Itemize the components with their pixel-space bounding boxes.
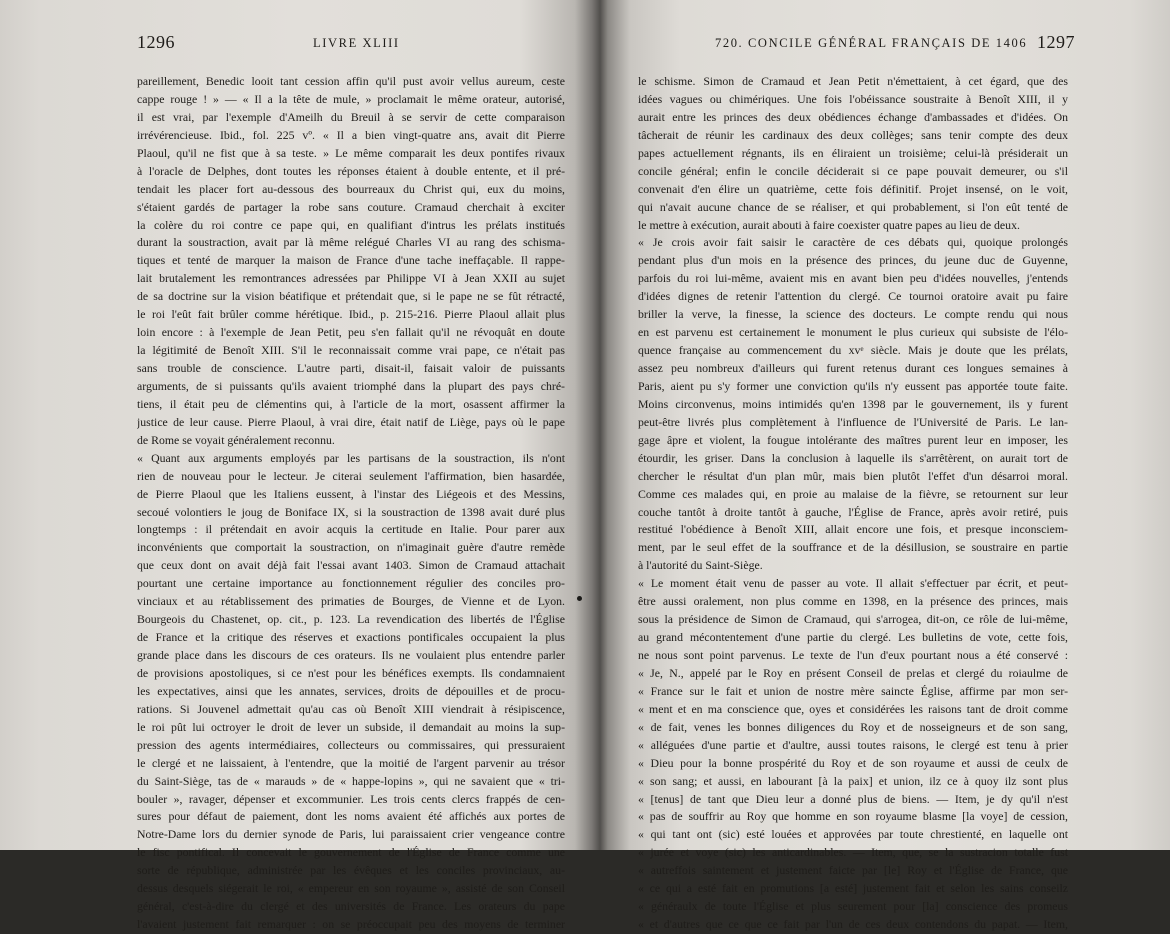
text-line: pareillement, Benedic looit tant cession affin qu'il pust avoir vellus aureum, ceste bbox=[137, 74, 565, 88]
text-line: ne nous sont point parvenus. Le texte de l'un d'eux pourtant nous a été conservé : bbox=[638, 648, 1068, 662]
running-head: LIVRE XLIII bbox=[313, 36, 400, 50]
body-text bbox=[137, 73, 565, 934]
text-line: parfois du roi lui-même, avaient mis en avant bien peu d'idées nouvelles, j'entends bbox=[638, 271, 1068, 286]
text-line: couche tantôt à droite tantôt à gauche, l'Église de France, après avoir retiré, puis bbox=[638, 504, 1068, 519]
text-line: le mettre à exécution, aurait abouti à faire coexister quatre papes au lieu de deux. bbox=[638, 217, 1020, 232]
text-line: loin encore : à l'exemple de Jean Petit, peu s'en fallait qu'il ne révoquât en doute bbox=[137, 325, 565, 340]
text-line: rien de nouveau pour le lecteur. Je citerai seulement l'affirmation, bien hasardée, bbox=[137, 468, 565, 483]
text-line: d'idées dignes de retenir l'attention du clergé. Ce tournoi oratoire avait pu faire bbox=[638, 289, 1068, 304]
text-line: au grand mécontentement d'une partie du clergé. Les bulletins de vote, cette fois, bbox=[638, 630, 1068, 645]
text-line: sorte de république, administrée par les évêques et les conciles provinciaux, au- bbox=[137, 863, 565, 878]
text-line: pourtant une certaine importance au fonctionnement régulier des conciles pro- bbox=[137, 576, 565, 591]
text-line: « alléguées d'une partie et d'aultre, aussi toutes raisons, le clergé est tenu à prier bbox=[638, 737, 1068, 752]
text-line: à l'oracle de Delphes, dont toutes les réponses étaient à double entente, et il pré- bbox=[137, 163, 565, 178]
text-line: rations. Si Jouvenel admettait qu'au cas où Benoît XIII viendrait à résipiscence, bbox=[137, 701, 565, 716]
text-line: « Je, N., appelé par le Roy en présent Conseil de prelas et clergé du roiaulme de bbox=[638, 665, 1068, 680]
page-number: 1297 bbox=[1037, 32, 1075, 52]
text-line: justice de leur cause. Pierre Plaoul, à vrai dire, était natif de Liège, pays où le pape bbox=[137, 414, 565, 429]
text-line: « jurée et voye (sic) les anticardinables. — Item, que, se la sustracion totalle fust bbox=[638, 845, 1068, 860]
text-line: « qui tant ont (sic) esté louées et approvées par toute chrestienté, en laquelle ont bbox=[638, 827, 1068, 842]
text-line: tiques et tenté de marquer la maison de France d'une tache ineffaçable. Il rappe- bbox=[137, 253, 565, 268]
text-line: cappe rouge ! » — « Il a la tête de mule, » proclamait le même orateur, autorisé, bbox=[137, 91, 565, 106]
text-line: convenait d'en élire un quatrième, cette fois définitif. Projet insensé, on le voit, bbox=[638, 181, 1068, 196]
text-line: vinciaux et au rétablissement des primaties de Bourges, de Vienne et de Lyon. bbox=[137, 594, 565, 609]
text-line: bouler », ravager, dépenser et excommunier. Les trois cents clercs frappés de cen- bbox=[137, 791, 565, 806]
text-line: concile général; enfin le concile déciderait si ce pape pouvait demeurer, ou s'il bbox=[638, 163, 1068, 178]
text-line: « France sur le fait et union de nostre mère saincte Église, affirme par mon ser- bbox=[638, 683, 1068, 698]
text-line: « Je crois avoir fait saisir le caractère de ces débats qui, quoique prolongés bbox=[638, 235, 1068, 250]
text-line: durant la soustraction, avait par là même relégué Charles VI au rang des schisma- bbox=[137, 235, 565, 250]
text-line: briller la verve, la finesse, la science des docteurs. Le compte rendu qui nous bbox=[638, 307, 1068, 322]
text-line: les expectatives, ainsi que les annates, services, droits de dépouilles et de procu- bbox=[137, 683, 565, 698]
text-line: inconvénients que comportait la soustraction, on n'imaginait guère d'autre remède bbox=[137, 540, 565, 555]
text-line: s'étaient gardés de partager la robe sans couture. Cramaud cherchait à exciter bbox=[137, 199, 565, 214]
text-line: tendait les placer fort au-dessous des bourreaux du Christ qui, eux du moins, bbox=[137, 181, 565, 196]
text-line: général, c'est-à-dire du clergé et des universités de France. Les orateurs du pape bbox=[137, 899, 565, 914]
text-line: « généraulx de toute l'Église et plus seurement pour [la] conscience des promeus bbox=[638, 899, 1068, 914]
text-line: de France et la critique des réserves et exactions pontificales occupaient la plus bbox=[137, 630, 565, 645]
text-line: grande place dans les discours de ces orateurs. Ils ne voulaient plus entendre parler bbox=[137, 648, 565, 662]
text-line: de Rome se voyait généralement reconnu. bbox=[137, 432, 335, 447]
text-line: aurait entre les princes des deux obédiences échange d'ambassades et d'idées. On bbox=[638, 109, 1068, 124]
text-line: Paris, aient pu s'y former une conviction qu'ils n'y eussent pas apportée toute faite. bbox=[638, 378, 1068, 393]
running-head: 720. CONCILE GÉNÉRAL FRANÇAIS DE 1406 bbox=[715, 36, 1028, 50]
text-line: « ment et en ma conscience que, oyes et considérées les raisons tant de droit comme bbox=[638, 701, 1068, 716]
text-line: du Saint-Siège, tas de « marauds » de « happe-lopins », qui ne savaient que « tri- bbox=[137, 773, 565, 788]
text-line: le fisc pontifical. Il concevait le gouvernement de l'Église de France comme une bbox=[137, 845, 565, 860]
text-line: chercher le résultat d'un plan mûr, mais bien plutôt l'effet d'un désarroi moral. bbox=[638, 468, 1068, 483]
text-line: sures pour défaut de paiement, dont les noms avaient été affichés aux portes de bbox=[137, 809, 565, 824]
text-line: secoué volontiers le joug de Boniface IX, si la soustraction de 1398 avait duré plus bbox=[137, 504, 565, 519]
text-line: ment, par le seul effet de la souffrance et de la désillusion, se soustraire en partie bbox=[638, 540, 1068, 555]
text-line: à l'autorité du Saint-Siège. bbox=[638, 558, 763, 573]
text-line: « autreffois saintement et justement faicte par [le] Roy et l'Église de France, que bbox=[638, 863, 1068, 878]
text-line: Plaoul, qu'il ne fist que à sa teste. » Le même comparait les deux pontifes rivaux bbox=[137, 145, 565, 160]
text-line: la colère du roi contre ce pape qui, en qualifiant d'intrus les prélats institués bbox=[137, 217, 565, 232]
text-line: « et d'autres que ce que ce fait par l'un de ces deux contendons du papat. — Item, bbox=[638, 917, 1068, 932]
text-line: gage âpre et violent, la fougue intolérante des maîtres purent leur en imposer, les bbox=[638, 432, 1068, 447]
text-line: « Quant aux arguments employés par les partisans de la soustraction, ils n'ont bbox=[137, 450, 565, 465]
text-line: en est parvenu est certainement le monument le plus curieux qui subsiste de l'élo- bbox=[638, 325, 1068, 340]
text-line: « de fait, venes les bonnes diligences du Roy et de nosseigneurs et de son sang, bbox=[638, 719, 1068, 734]
text-line: Comme ces malades qui, en proie au malaise de la fièvre, se retournent sur leur bbox=[638, 486, 1068, 501]
text-line: être aussi oralement, non plus comme en 1398, en la présence des princes, mais bbox=[638, 594, 1068, 609]
text-line: tiens, il était peu de clémentins qui, à l'article de la mort, osassent affirmer la bbox=[137, 396, 565, 411]
text-line: étourdir, les griser. Dans la conclusion à laquelle ils s'arrêtèrent, on aurait tort de bbox=[638, 450, 1068, 465]
text-line: pression des agents intermédiaires, collecteurs ou commissaires, qui pressuraient bbox=[137, 737, 565, 752]
text-line: Notre-Dame lors du dernier synode de Paris, lui paraissaient crier vengeance contre bbox=[137, 827, 565, 842]
text-line: longtemps : il prétendait en avoir acquis la certitude en Italie. Pour parer aux bbox=[137, 522, 565, 537]
text-line: le roi pût lui octroyer le droit de lever un subside, il demandait au moins la sup- bbox=[137, 719, 565, 734]
text-line: il est vrai, par l'exemple d'Ameilh du Breuil à se servir de cette comparaison bbox=[137, 109, 565, 124]
text-line: le schisme. Simon de Cramaud et Jean Petit n'émettaient, à cet égard, que des bbox=[638, 74, 1068, 88]
text-line: « Le moment était venu de passer au vote. Il allait s'effectuer par écrit, et peut- bbox=[638, 576, 1068, 591]
text-line: le roi l'eût fait brûler comme hérétique. Ibid., p. 215-216. Pierre Plaoul allait plus bbox=[137, 307, 565, 322]
text-line: le clergé et ne laissaient, à l'entendre, que la moitié de l'argent parvenir au trésor bbox=[137, 755, 565, 770]
text-line: de Pierre Plaoul que les Italiens eussent, à l'instar des Liégeois et des Messins, bbox=[137, 486, 565, 501]
text-line: assez peu nombreux d'ailleurs qui furent retenus durant ces longues semaines à bbox=[638, 361, 1068, 375]
text-line: pendant plus d'un mois en la présence des princes, du jeune duc de Guyenne, bbox=[638, 253, 1068, 268]
text-line: restitué l'obédience à Benoît XIII, allait encore une fois, et presque inconsciem- bbox=[638, 522, 1068, 537]
text-line: lait brutalement les remontrances adressées par Philippe VI à Jean XXII au sujet bbox=[137, 271, 565, 286]
page-number: 1296 bbox=[137, 32, 175, 52]
text-line: arguments, de si puissants qu'ils avaient triomphé dans la plupart des pays chré- bbox=[137, 378, 565, 393]
right-page bbox=[605, 0, 1170, 932]
text-line: sous la présidence de Simon de Cramaud, qui s'arrogea, dit-on, ce rôle de lui-même, bbox=[638, 612, 1068, 627]
text-line: sans trouble de conscience. L'autre parti, disait-il, faisait valoir de puissants bbox=[137, 361, 565, 375]
body-text bbox=[638, 73, 1068, 934]
text-line: irrévérencieuse. Ibid., fol. 225 vº. « Il a bien vingt-quatre ans, avait dit Pierre bbox=[137, 127, 565, 142]
text-line: papes actuellement régnants, ils en éliraient un troisième; celui-là présiderait un bbox=[638, 145, 1068, 160]
text-line: idées vagues ou chimériques. Une fois l'obéissance soustraite à Benoît XIII, il y bbox=[638, 91, 1068, 106]
text-line: « pas de souffrir au Roy que homme en son royaume blasme [la voye] de cession, bbox=[638, 809, 1068, 824]
text-line: la légitimité de Benoît XIII. S'il le reconnaissait comme vrai pape, ce n'était pas bbox=[137, 343, 565, 358]
text-line: qui n'avait aucune chance de se réaliser, et qui probablement, si l'on eût tenté de bbox=[638, 199, 1068, 214]
text-line: que ceux dont on avait déjà fait l'essai avant 1403. Simon de Cramaud attachait bbox=[137, 558, 565, 573]
text-line: peut-être livrés plus complètement à l'influence de l'Université de Paris. Le lan- bbox=[638, 414, 1068, 429]
text-line: quence française au commencement du xvᵉ siècle. Mais je doute que les prélats, bbox=[638, 343, 1068, 358]
text-line: « Dieu pour la bonne prospérité du Roy et de son royaume et aussi de ceulx de bbox=[638, 755, 1068, 770]
text-line: de provisions apostoliques, si ce n'est pour les bénéfices exempts. Ils condamnaient bbox=[137, 665, 565, 680]
text-line: Bourgeois du Chastenet, op. cit., p. 123. La revendication des libertés de l'Église bbox=[137, 612, 565, 627]
margin-mark bbox=[577, 596, 582, 601]
text-line: « ce qui a esté fait en promutions [a esté] justement fait et selon les sains conseilz bbox=[638, 881, 1068, 896]
text-line: Moins circonvenus, moins intimidés qu'en 1398 par le gouvernement, ils y furent bbox=[638, 396, 1068, 411]
text-line: dessus desquels siégerait le roi, « empereur en son royaume », assisté de son Conseil bbox=[137, 881, 565, 896]
text-line: « [tenus] de tant que Dieu leur a donné plus de biens. — Item, je dy qu'il n'est bbox=[638, 791, 1068, 806]
text-line: tâcherait de réunir les cardinaux des deux collèges; sans tenir compte des deux bbox=[638, 127, 1068, 142]
text-line: « son sang; et aussi, en labourant [à la paix] et union, ilz ce à quoy ilz sont plus bbox=[638, 773, 1068, 788]
text-line: l'avaient justement fait remarquer : on se préoccupait peu des moyens de terminer bbox=[137, 917, 565, 932]
text-line: de sa doctrine sur la vision béatifique et prétendait que, si le pape ne se fût rétracté, bbox=[137, 289, 565, 304]
